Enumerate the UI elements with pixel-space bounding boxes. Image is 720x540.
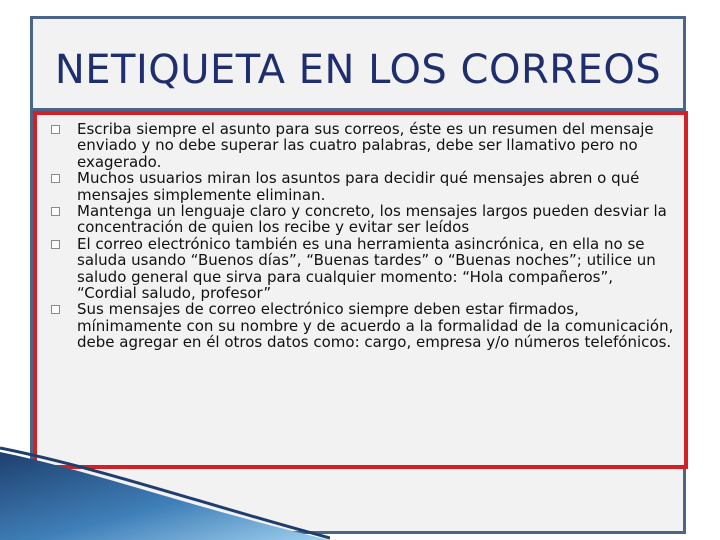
bullet-text: Escriba siempre el asunto para sus correos, éste es un resumen del mensaje enviado y no debe superar las cuatro palabras, debe ser llamativo pero no exagerado. [77, 120, 654, 171]
bullet-item [51, 301, 674, 350]
title-area [33, 19, 683, 111]
bullet-item [51, 203, 674, 236]
bullet-list [51, 121, 674, 351]
bullet-square-icon [51, 207, 60, 216]
slide-title: NETIQUETA EN LOS CORREOS [54, 47, 662, 93]
bullet-square-icon [51, 240, 60, 249]
bullet-text: Sus mensajes de correo electrónico siempre deben estar firmados, mínimamente con su nombre y de acuerdo a la formalidad de la comunicación, debe agregar en él otros datos como: cargo, empresa y/o números telefónicos. [77, 300, 674, 352]
bullet-text: Muchos usuarios miran los asuntos para decidir qué mensajes abren o qué mensajes simplemente eliminan. [77, 169, 640, 204]
decorative-swoosh [0, 440, 330, 540]
bullet-item [51, 236, 674, 302]
bullet-square-icon [51, 125, 60, 134]
bullet-item [51, 170, 674, 203]
bullet-text: El correo electrónico también es una herramienta asincrónica, en ella no se saluda usando “Buenos días”, “Buenas tardes” o “Buenas noches”; utilice un saludo general que sirva para cualquier momento: “Hola compañeros”, “Cordial saludo, profesor” [77, 234, 656, 303]
bullet-text: Mantenga un lenguaje claro y concreto, los mensajes largos pueden desviar la concentración de quien los recibe y evitar ser leídos [77, 202, 667, 237]
bullet-item [51, 121, 674, 170]
content-box [33, 111, 688, 469]
swoosh-band [0, 452, 330, 540]
bullet-square-icon [51, 305, 60, 314]
bullet-square-icon [51, 174, 60, 183]
